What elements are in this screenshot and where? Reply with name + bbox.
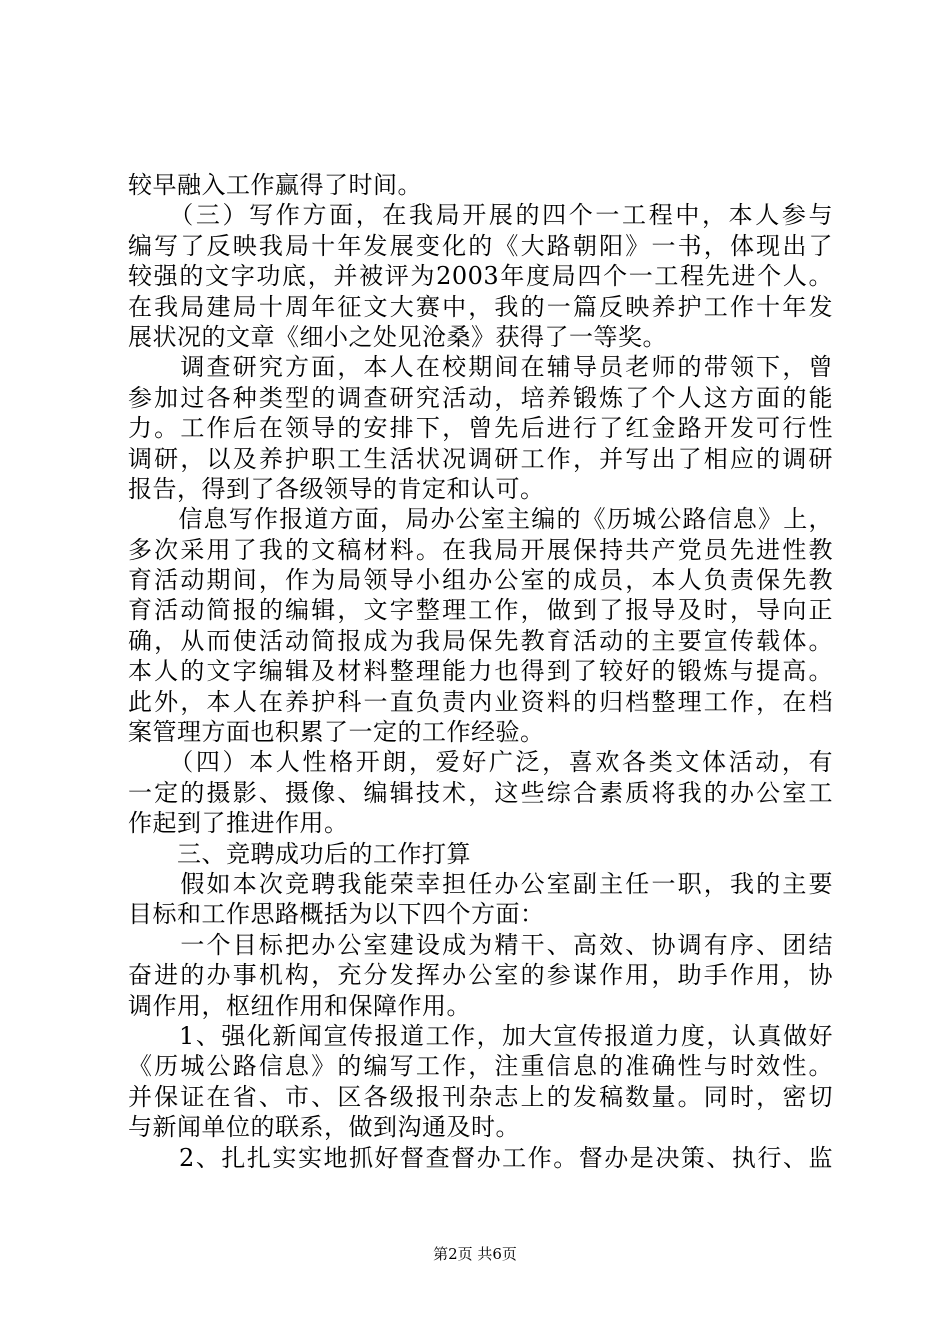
text-line: 报告，得到了各级领导的肯定和认可。 — [128, 474, 545, 503]
text-line: 多次采用了我的文稿材料。在我局开展保持共产党员先进性教 — [128, 535, 833, 564]
text-line: 编写了反映我局十年发展变化的《大路朝阳》一书，体现出了 — [128, 231, 833, 260]
text-line: 展状况的文章《细小之处见沧桑》获得了一等奖。 — [128, 322, 667, 351]
text-line: 本人的文字编辑及材料整理能力也得到了较好的锻炼与提高。 — [128, 657, 833, 686]
text-line: 一定的摄影、摄像、编辑技术，这些综合素质将我的办公室工 — [128, 778, 833, 807]
text-line: 参加过各种类型的调查研究活动，培养锻炼了个人这方面的能 — [128, 383, 833, 412]
text-line: 力。工作后在领导的安排下，曾先后进行了红金路开发可行性 — [128, 414, 833, 443]
text-line: （三）写作方面，在我局开展的四个一工程中，本人参与 — [128, 201, 833, 230]
text-line: 案管理方面也积累了一定的工作经验。 — [128, 718, 545, 747]
text-line: 调作用，枢纽作用和保障作用。 — [128, 991, 471, 1020]
text-line: 确，从而使活动简报成为我局保先教育活动的主要宣传载体。 — [128, 626, 833, 655]
text-line: 调查研究方面，本人在校期间在辅导员老师的带领下，曾 — [128, 353, 833, 382]
text-line: 调研，以及养护职工生活状况调研工作，并写出了相应的调研 — [128, 444, 833, 473]
text-line: 较强的文字功底，并被评为2003年度局四个一工程先进个人。 — [128, 262, 833, 291]
text-line: 三、竞聘成功后的工作打算 — [128, 839, 471, 868]
text-line: 此外，本人在养护科一直负责内业资料的归档整理工作，在档 — [128, 687, 833, 716]
text-line: 与新闻单位的联系，做到沟通及时。 — [128, 1113, 520, 1142]
text-line: 2、扎扎实实地抓好督查督办工作。督办是决策、执行、监 — [128, 1143, 833, 1172]
document-body — [128, 170, 833, 1173]
text-line: 信息写作报道方面，局办公室主编的《历城公路信息》上， — [128, 505, 833, 534]
text-line: 在我局建局十周年征文大赛中，我的一篇反映养护工作十年发 — [128, 292, 833, 321]
text-line: 1、强化新闻宣传报道工作，加大宣传报道力度，认真做好 — [128, 1021, 833, 1050]
text-line: （四）本人性格开朗，爱好广泛，喜欢各类文体活动，有 — [128, 748, 833, 777]
text-line: 育活动期间，作为局领导小组办公室的成员，本人负责保先教 — [128, 566, 833, 595]
text-line: 《历城公路信息》的编写工作，注重信息的准确性与时效性。 — [128, 1052, 833, 1081]
text-line: 奋进的办事机构，充分发挥办公室的参谋作用，助手作用，协 — [128, 961, 833, 990]
text-line: 目标和工作思路概括为以下四个方面： — [128, 900, 545, 929]
text-line: 育活动简报的编辑，文字整理工作，做到了报导及时，导向正 — [128, 596, 833, 625]
text-line: 并保证在省、市、区各级报刊杂志上的发稿数量。同时，密切 — [128, 1082, 833, 1111]
text-line: 较早融入工作赢得了时间。 — [128, 171, 422, 199]
text-line: 作起到了推进作用。 — [128, 809, 349, 838]
text-line: 假如本次竞聘我能荣幸担任办公室副主任一职，我的主要 — [128, 869, 833, 898]
page-footer: 第2页 共6页 — [433, 1245, 517, 1263]
text-line: 一个目标把办公室建设成为精干、高效、协调有序、团结 — [128, 930, 833, 959]
